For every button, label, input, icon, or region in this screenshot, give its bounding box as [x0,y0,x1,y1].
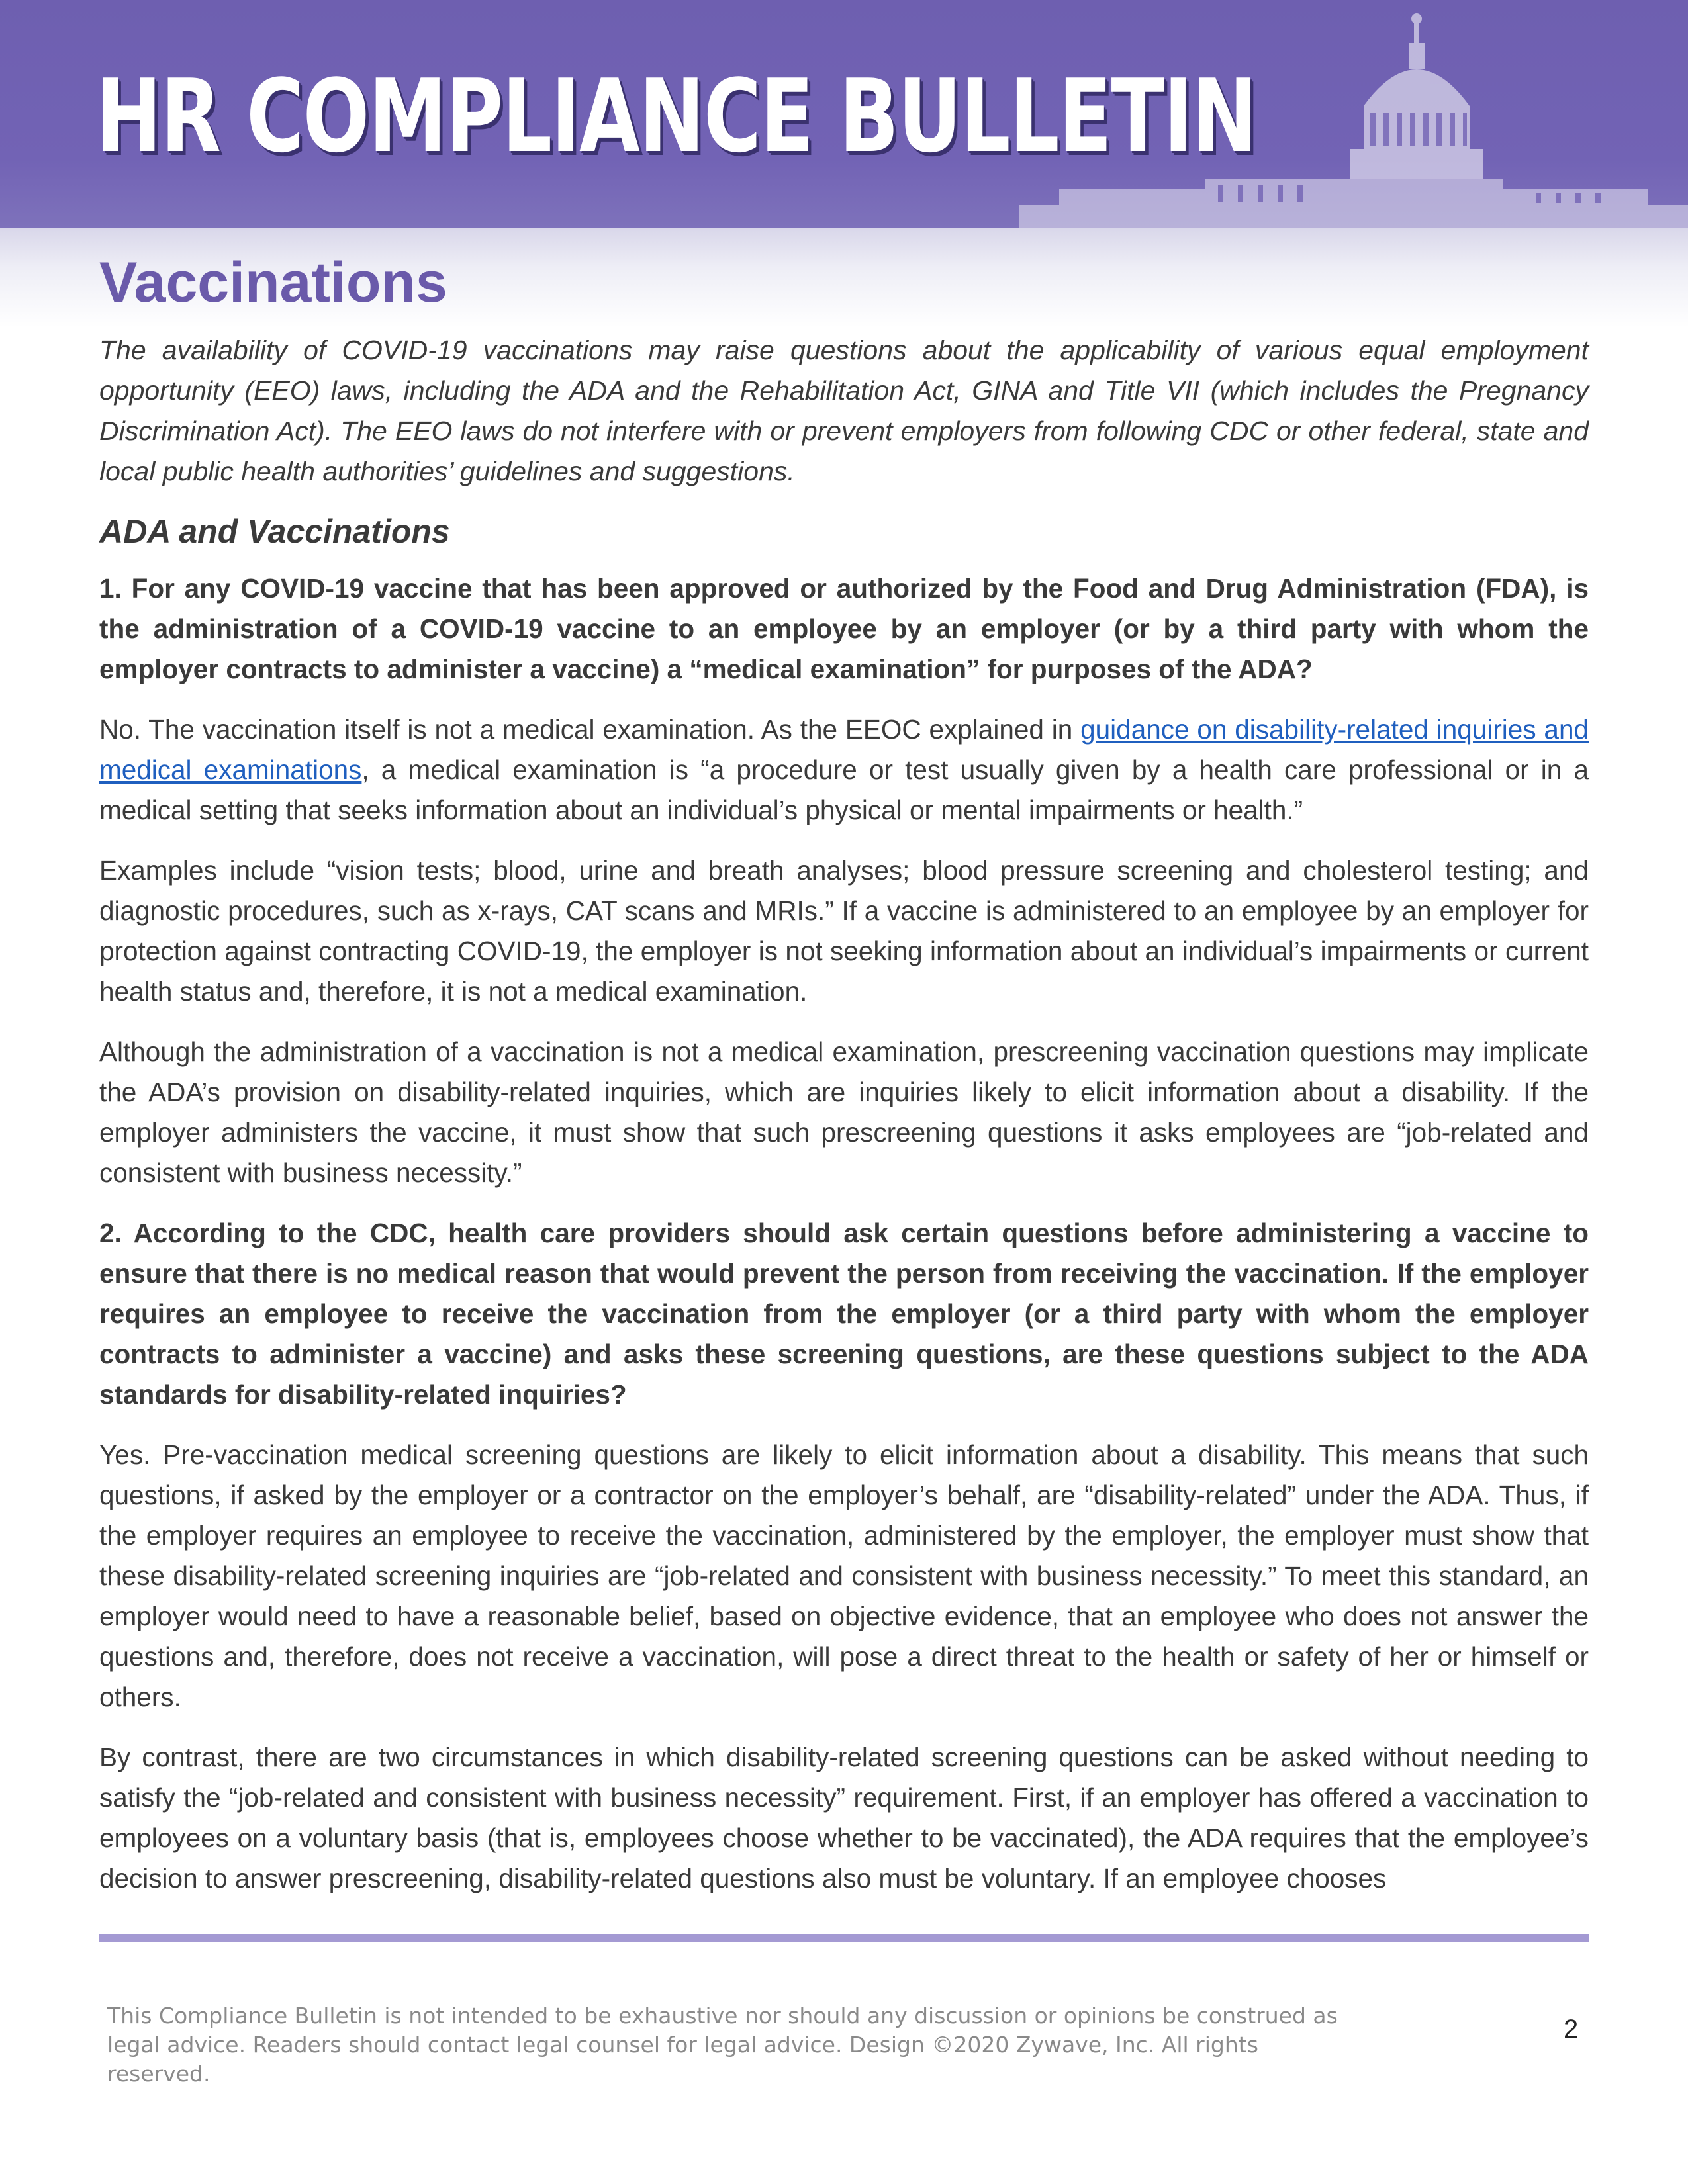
question-1: 1. For any COVID-19 vaccine that has been approved or authorized by the Food and Drug Administration (FDA), is the administration of a COVID-19 vaccine to an employee by an employer (or by a third party with whom the employer contracts to administer a vaccine) a “medical examination” for purposes of the ADA? [99,572,1589,684]
eeoc-guidance-link[interactable]: guidance on disability-related inquiries and medical examinations [99,713,1589,785]
answer-2-paragraph-1: Yes. Pre-vaccination medical screening questions are likely to elicit information about a disability. This means that such questions, if asked by the employer or a contractor on the employer’s behalf, are “disability-related” under the ADA. Thus, if the employer requires an employee to receive the vaccination, administered by the employer, the employer must show that these disability-related screening inquiries are “job-related and consistent with business necessity.” To meet this standard, an employer would need to have a reasonable belief, based on objective evidence, that an employee who does not answer the questions and, therefore, does not receive a vaccination, will pose a direct threat to the health or safety of her or himself or others. [99,1439,1589,1712]
question-2: 2. According to the CDC, health care providers should ask certain questions before administering a vaccine to ensure that there is no medical reason that would prevent the person from receiving the vaccination. If the employer requires an employee to receive the vaccination from the employer (or a third party with whom the employer contracts to administer a vaccine) and asks these screening questions, are these questions subject to the ADA standards for disability-related inquiries? [99,1217,1589,1410]
bulletin-title: HR COMPLIANCE BULLETIN [96,58,1257,175]
main-content [99,251,1589,1919]
answer-1-paragraph-2: Examples include “vision tests; blood, urine and breath analyses; blood pressure screening and cholesterol testing; and diagnostic procedures, such as x-rays, CAT scans and MRIs.” If a vaccine is administered to an employee by an employer for protection against contracting COVID-19, the employer is not seeking information about an individual’s impairments or current health status and, therefore, it is not a medical examination. [99,854,1589,1007]
section-title: Vaccinations [99,251,447,314]
intro-paragraph: The availability of COVID-19 vaccinations may raise questions about the applicability of various equal employment opportunity (EEO) laws, including the ADA and the Rehabilitation Act, GINA and Title VII (which includes the Pregnancy Discrimination Act). The EEO laws do not interfere with or prevent employers from following CDC or other federal, state and local public health authorities’ guidelines and suggestions. [99,334,1589,486]
answer-2-paragraph-2: By contrast, there are two circumstances in which disability-related screening questions can be asked without needing to satisfy the “job-related and consistent with business necessity” requirement. First, if an employer has offered a vaccination to employees on a voluntary basis (that is, employees choose whether to be vaccinated), the ADA requires that the employee’s decision to answer prescreening, disability-related questions also must be voluntary. If an employee chooses [99,1741,1589,1893]
subhead-ada-vaccinations: ADA and Vaccinations [99,512,450,550]
answer-1-text-start: No. The vaccination itself is not a medical examination. As the EEOC explained in [99,713,1081,745]
answer-1-text-end: , a medical examination is “a procedure or test usually given by a health care professional or in a medical setting that seeks information about an individual’s physical or mental impairments or health.” [99,754,1589,825]
answer-1-paragraph [99,709,1589,831]
capitol-building-icon [1019,7,1688,228]
answer-1-paragraph-3: Although the administration of a vaccination is not a medical examination, prescreening vaccination questions may implicate the ADA’s provision on disability-related inquiries, which are inquiries likely to elicit information about a disability. If the employer administers the vaccine, it must show that such prescreening questions it asks employees are “job-related and consistent with business necessity.” [99,1036,1589,1188]
footer-disclaimer: This Compliance Bulletin is not intended to be exhaustive nor should any discussion or opinions be construed as legal advice. Readers should contact legal counsel for legal advice. Design ©2020 Zywave, Inc. All rights reserved. [107,2003,1338,2087]
footer-divider [99,1934,1589,1942]
header-banner [0,0,1688,228]
page-number: 2 [1564,2015,1579,2044]
